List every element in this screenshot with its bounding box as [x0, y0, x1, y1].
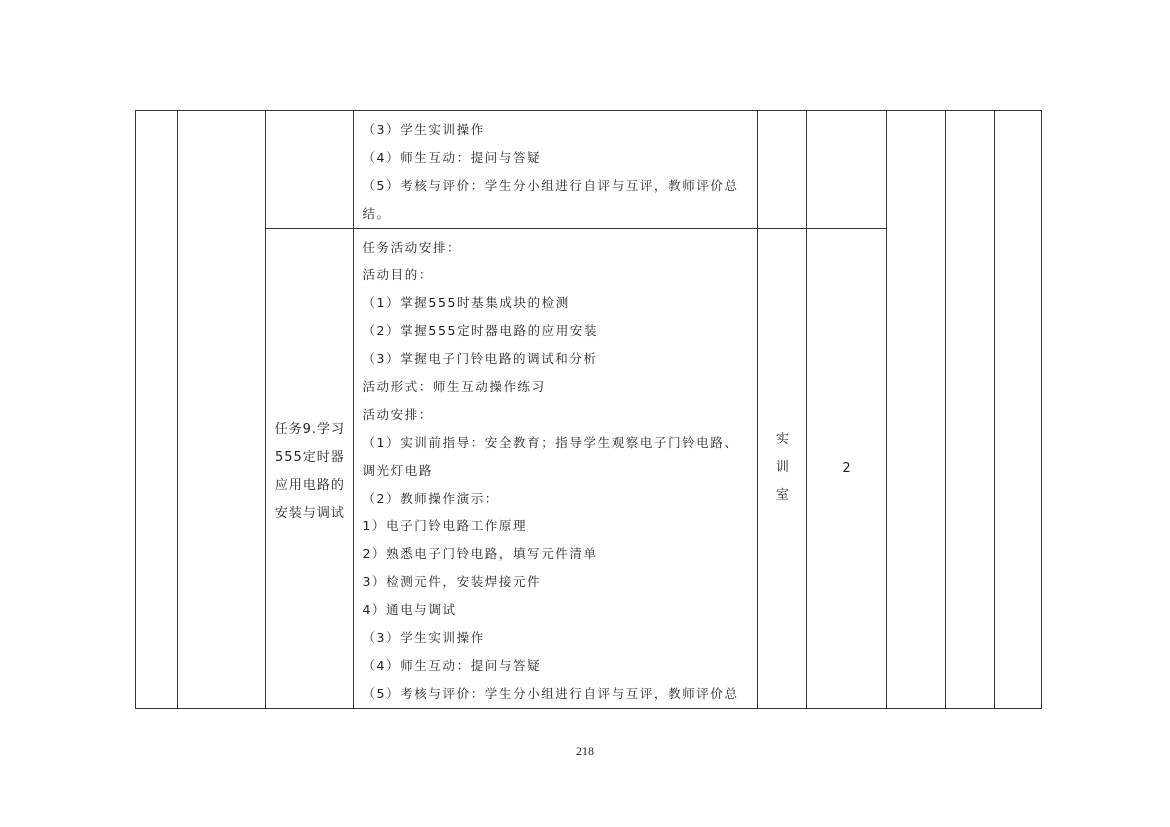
activity-line: 3）检测元件，安装焊接元件 — [362, 574, 542, 590]
table-row — [136, 111, 1042, 229]
activity-line: 调光灯电路 — [362, 462, 433, 478]
empty-cell-col6 — [807, 111, 886, 229]
activity-line: （3）掌握电子门铃电路的调试和分析 — [362, 351, 598, 367]
empty-cell-col8 — [945, 111, 994, 709]
venue-label: 实训室 — [775, 432, 789, 504]
empty-cell-col5 — [758, 111, 807, 229]
activity-line: 任务活动安排： — [362, 239, 462, 255]
page-number: 218 — [576, 744, 594, 758]
activity-line: 活动目的： — [362, 267, 433, 283]
empty-cell-col1 — [136, 111, 178, 709]
syllabus-table — [135, 110, 1042, 709]
activity-line: 4）通电与调试 — [362, 602, 457, 618]
empty-cell-col2 — [178, 111, 266, 709]
activity-line: （1）掌握555时基集成块的检测 — [362, 295, 570, 311]
activity-cell-row2 — [354, 228, 758, 708]
empty-cell-col9 — [994, 111, 1041, 709]
activity-line: 2）熟悉电子门铃电路，填写元件清单 — [362, 546, 598, 562]
activity-line: 活动形式：师生互动操作练习 — [362, 379, 546, 395]
hours-value: 2 — [842, 460, 851, 476]
activity-line: 1）电子门铃电路工作原理 — [362, 518, 528, 534]
empty-cell-col3 — [266, 111, 354, 229]
activity-line: 活动安排： — [362, 406, 433, 422]
activity-line: （3）学生实训操作 — [362, 122, 485, 137]
activity-line: （5）考核与评价：学生分小组进行自评与互评，教师评价总 — [362, 685, 739, 701]
activity-line: （1）实训前指导：安全教育；指导学生观察电子门铃电路、 — [362, 434, 739, 450]
activity-line: （4）师生互动：提问与答疑 — [362, 149, 542, 165]
activity-cell-row1 — [354, 111, 758, 229]
task-name: 任务9.学习555定时器应用电路的安装与调试 — [274, 422, 346, 522]
empty-cell-col7 — [886, 111, 945, 709]
activity-line: （4）师生互动：提问与答疑 — [362, 657, 542, 673]
activity-line: （2）掌握555定时器电路的应用安装 — [362, 323, 599, 339]
activity-line: 结。 — [362, 205, 391, 221]
task-name-cell — [266, 228, 354, 708]
activity-line: （2）教师操作演示： — [362, 490, 499, 506]
activity-line: （3）学生实训操作 — [362, 630, 485, 646]
hours-cell — [807, 228, 886, 708]
activity-line: （5）考核与评价：学生分小组进行自评与互评，教师评价总 — [362, 177, 739, 193]
venue-cell — [758, 228, 807, 708]
